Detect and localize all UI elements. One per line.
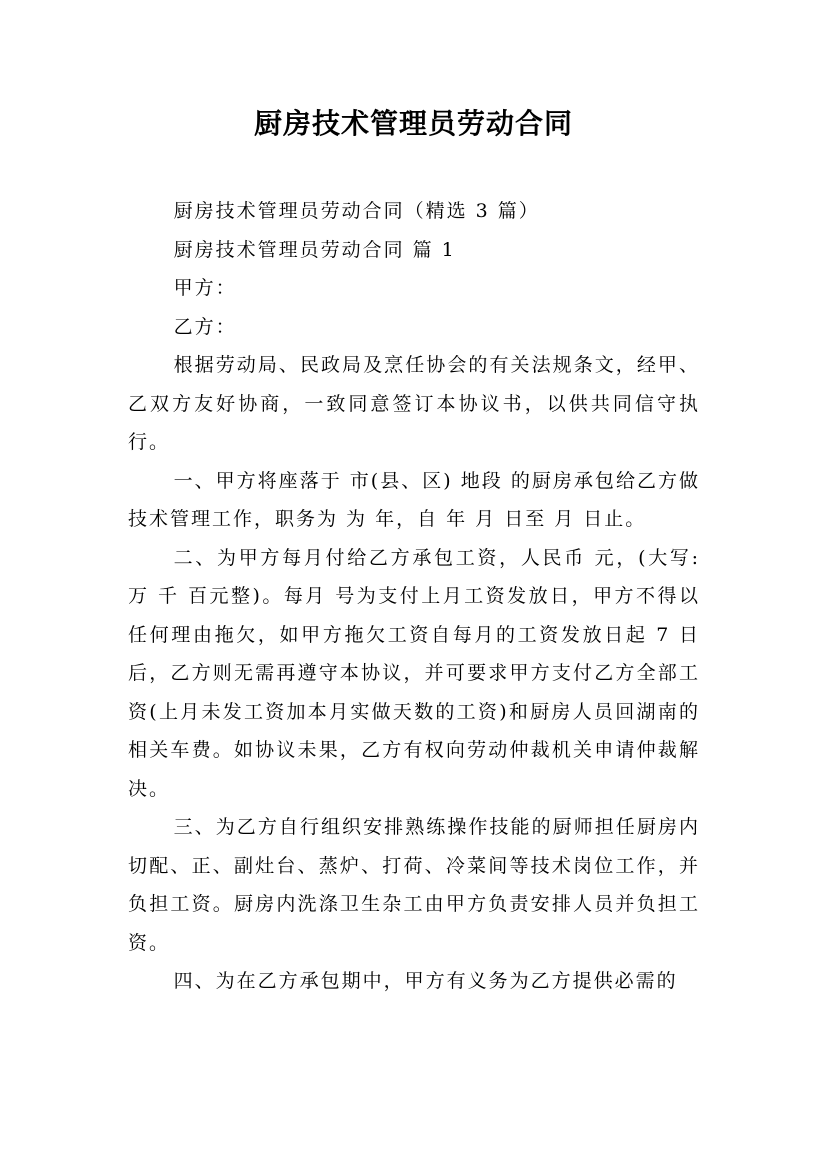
- paragraph-clause-4: 四、为在乙方承包期中，甲方有义务为乙方提供必需的: [173, 970, 678, 992]
- paragraph-preamble: 根据劳动局、民政局及烹任协会的有关法规条文，经甲、乙双方友好协商，一致同意签订本协议书，以供共同信守执行。: [128, 354, 700, 453]
- document-title: 厨房技术管理员劳动合同: [253, 107, 573, 140]
- paragraph-party-b: 乙方：: [173, 315, 237, 338]
- paragraph-clause-3: 三、为乙方自行组织安排熟练操作技能的厨师担任厨房内切配、正、副灶台、蒸炉、打荷、冷菜间等技术岗位工作，并负担工资。厨房内洗涤卫生杂工由甲方负责安排人员并负担工资。: [128, 816, 700, 954]
- paragraph-party-a: 甲方：: [173, 277, 237, 299]
- paragraph-clause-2: 二、为甲方每月付给乙方承包工资，人民币 元，(大写:万 千 百元整)。每月 号为支付上月工资发放日，甲方不得以任何理由拖欠，如甲方拖欠工资自每月的工资发放日起 7 日后，乙方则无需再遵守本协议，并可要求甲方支付乙方全部工资(上月未发工资加本月实做天数的工资)和厨房人员回湖南的相关车费。如协议未果，乙方有权向劳动仲裁机关申请仲裁解决。: [128, 546, 700, 800]
- paragraph-clause-1: 一、甲方将座落于 市(县、区) 地段 的厨房承包给乙方做技术管理工作，职务为 为 年，自 年 月 日至 月 日止。: [128, 469, 700, 530]
- document-body: [128, 192, 700, 1001]
- paragraph-subtitle: 厨房技术管理员劳动合同（精选 3 篇）: [173, 200, 540, 222]
- paragraph-section-heading: 厨房技术管理员劳动合同 篇 1: [173, 238, 456, 261]
